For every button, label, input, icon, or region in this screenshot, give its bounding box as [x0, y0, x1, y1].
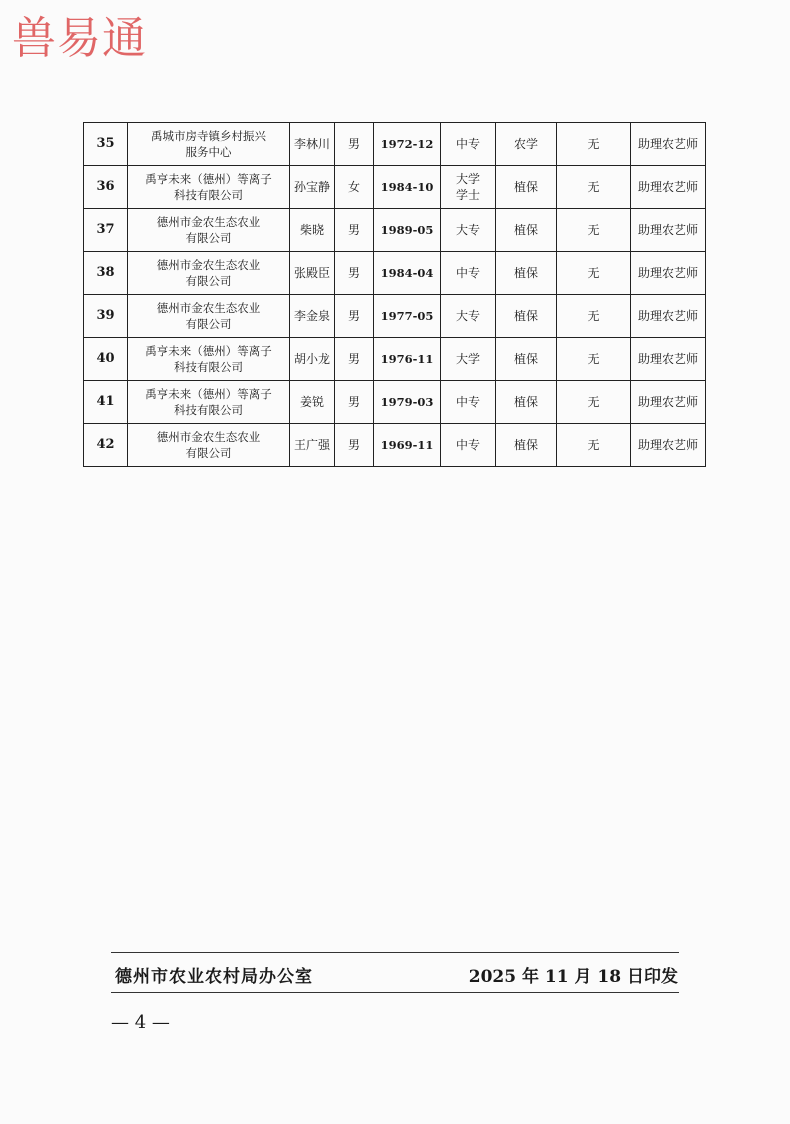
row-number-cell: 42: [84, 424, 128, 467]
applied-title-cell: 助理农艺师: [631, 166, 706, 209]
education-line: 大学: [455, 172, 480, 186]
page-number: — 4 —: [111, 1012, 170, 1033]
education-line: 大专: [455, 223, 480, 237]
unit-cell: [128, 338, 290, 381]
unit-cell: [128, 295, 290, 338]
gender-cell: 男: [335, 381, 374, 424]
table-row: [84, 252, 706, 295]
unit-line: 有限公司: [185, 274, 232, 288]
row-number-cell: 37: [84, 209, 128, 252]
table-row: [84, 166, 706, 209]
unit-line: 科技有限公司: [174, 403, 243, 417]
unit-line: 服务中心: [185, 145, 232, 159]
birth-date-cell: 1989-05: [374, 209, 441, 252]
education-line: 中专: [455, 137, 480, 151]
education-cell: [441, 166, 496, 209]
name-cell: 王广强: [290, 424, 335, 467]
unit-line: 禹亨未来（德州）等离子: [145, 387, 272, 401]
unit-line: 德州市金农生态农业: [156, 215, 261, 229]
unit-cell: [128, 381, 290, 424]
major-cell: 农学: [496, 123, 557, 166]
name-cell: 胡小龙: [290, 338, 335, 381]
applied-title-cell: 助理农艺师: [631, 123, 706, 166]
gender-cell: 男: [335, 123, 374, 166]
applied-title-cell: 助理农艺师: [631, 381, 706, 424]
major-cell: 植保: [496, 381, 557, 424]
row-number-cell: 38: [84, 252, 128, 295]
unit-cell: [128, 123, 290, 166]
unit-line: 禹城市房寺镇乡村振兴: [151, 129, 266, 143]
birth-date-cell: 1976-11: [374, 338, 441, 381]
unit-cell: [128, 252, 290, 295]
education-line: 中专: [455, 266, 480, 280]
applied-title-cell: 助理农艺师: [631, 209, 706, 252]
table-body: [84, 123, 706, 467]
footer-print-date: 2025 年 11 月 18 日印发: [468, 967, 678, 987]
unit-cell: [128, 166, 290, 209]
table-row: [84, 338, 706, 381]
table-row: [84, 123, 706, 166]
table-row: [84, 381, 706, 424]
major-cell: 植保: [496, 252, 557, 295]
name-cell: 李林川: [290, 123, 335, 166]
current-title-cell: 无: [557, 252, 631, 295]
birth-date-cell: 1984-10: [374, 166, 441, 209]
education-cell: [441, 252, 496, 295]
birth-date-cell: 1969-11: [374, 424, 441, 467]
unit-line: 有限公司: [185, 231, 232, 245]
name-cell: 张殿臣: [290, 252, 335, 295]
name-cell: 李金泉: [290, 295, 335, 338]
watermark-logo: 兽易通: [12, 13, 147, 64]
unit-line: 有限公司: [185, 446, 232, 460]
current-title-cell: 无: [557, 338, 631, 381]
unit-line: 德州市金农生态农业: [156, 430, 261, 444]
row-number-cell: 39: [84, 295, 128, 338]
footer-issuer: 德州市农业农村局办公室: [115, 967, 313, 987]
unit-line: 禹亨未来（德州）等离子: [145, 172, 272, 186]
education-line: 学士: [455, 188, 480, 202]
education-cell: [441, 424, 496, 467]
education-line: 中专: [455, 395, 480, 409]
applied-title-cell: 助理农艺师: [631, 424, 706, 467]
row-number-cell: 41: [84, 381, 128, 424]
unit-line: 禹亨未来（德州）等离子: [145, 344, 272, 358]
unit-line: 德州市金农生态农业: [156, 301, 261, 315]
current-title-cell: 无: [557, 123, 631, 166]
education-cell: [441, 381, 496, 424]
major-cell: 植保: [496, 424, 557, 467]
education-line: 中专: [455, 438, 480, 452]
current-title-cell: 无: [557, 209, 631, 252]
gender-cell: 男: [335, 295, 374, 338]
table-row: [84, 295, 706, 338]
gender-cell: 男: [335, 424, 374, 467]
major-cell: 植保: [496, 209, 557, 252]
name-cell: 孙宝静: [290, 166, 335, 209]
education-cell: [441, 209, 496, 252]
birth-date-cell: 1972-12: [374, 123, 441, 166]
current-title-cell: 无: [557, 295, 631, 338]
major-cell: 植保: [496, 295, 557, 338]
birth-date-cell: 1977-05: [374, 295, 441, 338]
major-cell: 植保: [496, 166, 557, 209]
footer-rule-top: [111, 952, 679, 953]
birth-date-cell: 1979-03: [374, 381, 441, 424]
education-cell: [441, 123, 496, 166]
current-title-cell: 无: [557, 166, 631, 209]
unit-line: 科技有限公司: [174, 188, 243, 202]
applied-title-cell: 助理农艺师: [631, 252, 706, 295]
gender-cell: 男: [335, 252, 374, 295]
education-line: 大专: [455, 309, 480, 323]
name-cell: 柴晓: [290, 209, 335, 252]
applied-title-cell: 助理农艺师: [631, 338, 706, 381]
table-row: [84, 209, 706, 252]
row-number-cell: 35: [84, 123, 128, 166]
education-cell: [441, 295, 496, 338]
row-number-cell: 40: [84, 338, 128, 381]
personnel-table: [83, 122, 706, 467]
row-number-cell: 36: [84, 166, 128, 209]
name-cell: 姜锐: [290, 381, 335, 424]
education-line: 大学: [455, 352, 480, 366]
gender-cell: 男: [335, 338, 374, 381]
current-title-cell: 无: [557, 424, 631, 467]
applied-title-cell: 助理农艺师: [631, 295, 706, 338]
education-cell: [441, 338, 496, 381]
footer-rule-bottom: [111, 992, 679, 993]
major-cell: 植保: [496, 338, 557, 381]
birth-date-cell: 1984-04: [374, 252, 441, 295]
gender-cell: 男: [335, 209, 374, 252]
unit-line: 科技有限公司: [174, 360, 243, 374]
unit-line: 有限公司: [185, 317, 232, 331]
table-row: [84, 424, 706, 467]
unit-cell: [128, 209, 290, 252]
unit-line: 德州市金农生态农业: [156, 258, 261, 272]
gender-cell: 女: [335, 166, 374, 209]
unit-cell: [128, 424, 290, 467]
current-title-cell: 无: [557, 381, 631, 424]
